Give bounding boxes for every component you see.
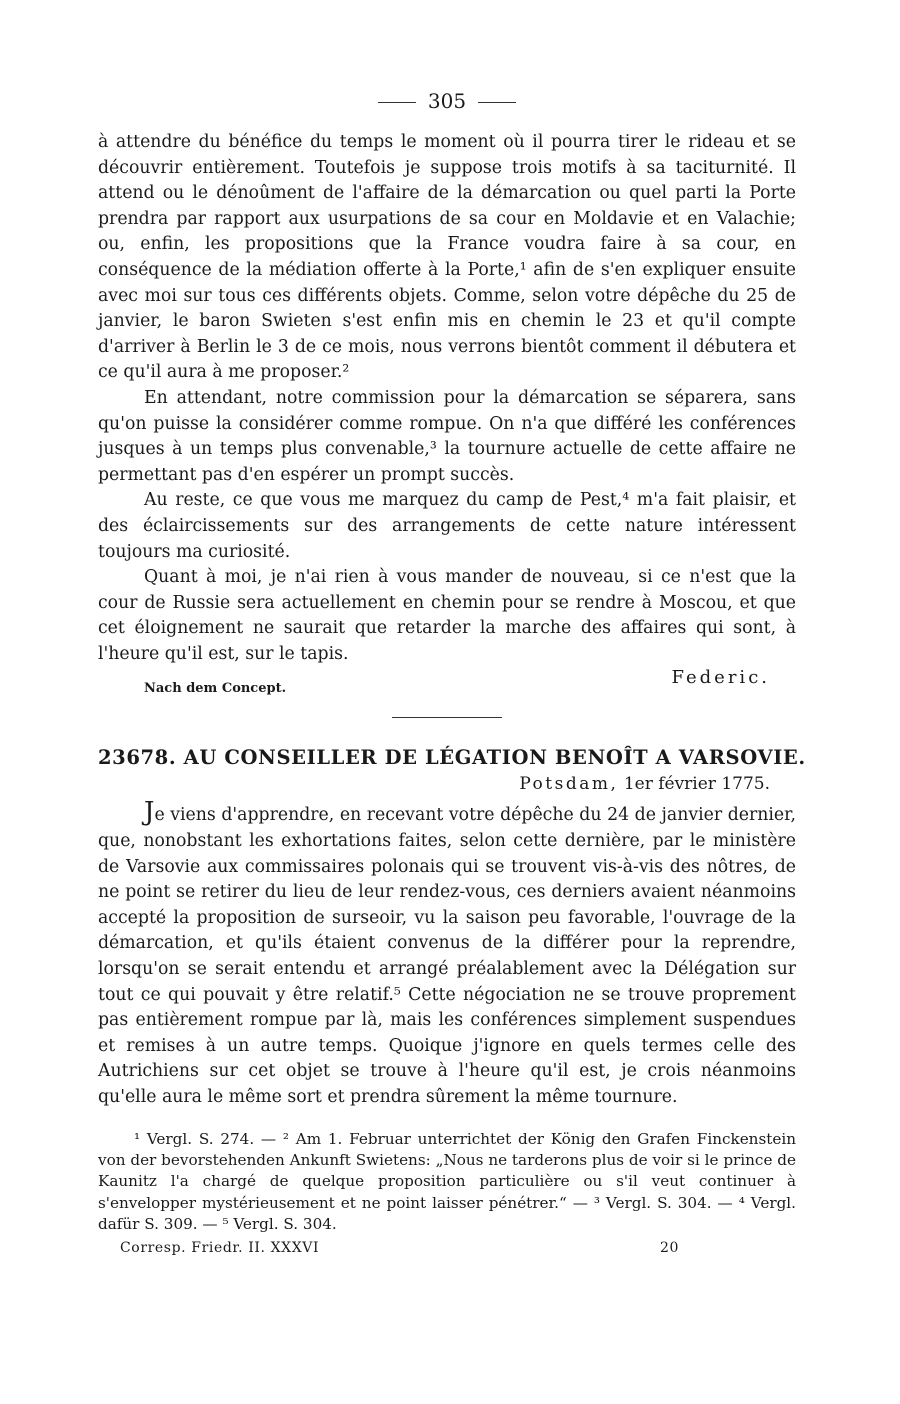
letter-2-body xyxy=(98,797,796,1110)
source-note: Nach dem Concept. xyxy=(144,681,287,697)
footnotes-text: ¹ Vergl. S. 274. — ² Am 1. Februar unterrichtet der König den Grafen Finckenstein von der bevorstehenden Ankunft Swietens: „Nous ne tarderons plus de voir si le prince de Kaunitz l'a chargé de quelque proposition particulière ou s'il veut continuer à s'envelopper mystérieusement et ne point laisser pénétrer.“ — ³ Vergl. S. 304. — ⁴ Vergl. dafür S. 309. — ⁵ Vergl. S. 304. xyxy=(98,1129,796,1234)
letter-1-paragraph-2: En attendant, notre commission pour la démarcation se séparera, sans qu'on puisse la considérer comme rompue. On n'a que différé les conférences jusques à un temps plus convenable,³ la tournure actuelle de cette affaire ne permettant pas d'en espérer un prompt succès. xyxy=(98,387,796,485)
dateline-place: Potsdam, xyxy=(519,774,619,795)
page-header xyxy=(98,86,796,116)
header-dash-left xyxy=(378,102,416,103)
dateline-date: 1er février 1775. xyxy=(623,774,770,795)
page-number: 305 xyxy=(427,89,467,113)
letter-1-paragraph-4: Quant à moi, je n'ai rien à vous mander de nouveau, si ce n'est que la cour de Russie sera actuellement en chemin pour se rendre à Moscou, et que cet éloignement ne saurait que retarder la marche des affaires qui sont, à l'heure qu'il est, sur le tapis. xyxy=(98,567,796,664)
letter-1-body xyxy=(98,130,796,667)
drop-cap: J xyxy=(144,797,155,828)
footer-signature-mark: Corresp. Friedr. II. XXXVI xyxy=(120,1239,320,1256)
document-page xyxy=(98,86,806,1262)
footer-sheet-number: 20 xyxy=(660,1239,680,1256)
letter-2-paragraph-text: e viens d'apprendre, en recevant votre dépêche du 24 de janvier dernier, que, nonobstant les exhortations faites, selon cette dernière, par le ministère de Varsovie aux commissaires polonais qui se trouvent vis-à-vis des nôtres, de ne point se retirer du lieu de leur rendez-vous, ces derniers avaient néanmoins accepté la proposition de surseoir, vu la saison peu favorable, l'ouvrage de la démarcation, et qu'ils étaient convenus de la différer pour la reprendre, lorsqu'on se serait entendu et arrangé préalablement avec la Délégation sur tout ce qui pouvait y être relatif.⁵ Cette négociation ne se trouve proprement pas entièrement rompue par là, mais les conférences simplement suspendues et remises à un autre temps. Quoique j'ignore en quels termes celle des Autrichiens sur cet objet se trouve à l'heure qu'il est, je crois néanmoins qu'elle aura le même sort et prendra sûrement la même tournure. xyxy=(98,805,796,1107)
letter-1-paragraph-1: à attendre du bénéfice du temps le moment où il pourra tirer le rideau et se découvrir entièrement. Toutefois je suppose trois motifs à sa taciturnité. Il attend ou le dénoûment de l'affaire de la démarcation ou quel parti la Porte prendra par rapport aux usurpations de sa cour en Moldavie et en Valachie; ou, enfin, les propositions que la France voudra faire à sa cour, en conséquence de la médiation offerte à la Porte,¹ afin de s'en expliquer ensuite avec moi sur tous ces différents objets. Comme, selon votre dépêche du 25 de janvier, le baron Swieten s'est enfin mis en chemin le 23 et qu'il compte d'arriver à Berlin le 3 de ce mois, nous verrons bientôt comment il débutera et ce qu'il aura à me proposer.² xyxy=(98,132,796,383)
footnotes xyxy=(98,1129,796,1236)
letter-2-dateline xyxy=(98,772,770,796)
signature: Federic. xyxy=(671,667,770,689)
letter-2-heading: 23678. AU CONSEILLER DE LÉGATION BENOÎT A VARSOVIE. xyxy=(98,746,806,770)
letter-1-signoff xyxy=(98,667,796,709)
letter-1-paragraph-3: Au reste, ce que vous me marquez du camp de Pest,⁴ m'a fait plaisir, et des éclaircissements sur des arrangements de cette nature intéressent toujours ma curiosité. xyxy=(98,490,796,562)
letter-2-paragraph xyxy=(98,797,796,1110)
header-dash-right xyxy=(478,102,516,103)
section-divider xyxy=(392,717,502,718)
page-footer xyxy=(98,1240,796,1262)
